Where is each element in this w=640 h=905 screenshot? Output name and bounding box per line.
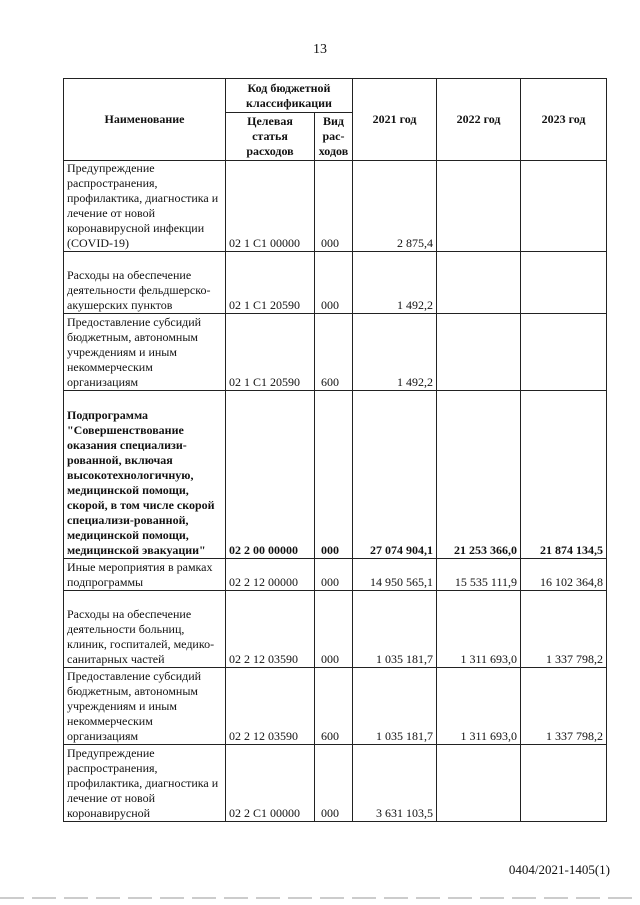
row-code: 02 2 12 03590	[226, 668, 315, 745]
document-number: 0404/2021-1405(1)	[508, 862, 610, 877]
row-2023	[521, 252, 607, 314]
row-2021: 27 074 904,1	[353, 391, 437, 559]
header-expense-kind: Вид рас-ходов	[315, 113, 353, 161]
header-2022: 2022 год	[437, 79, 521, 161]
budget-table	[63, 78, 607, 822]
table-row	[64, 745, 607, 822]
row-2023	[521, 745, 607, 822]
row-2022	[437, 745, 521, 822]
row-2022: 1 311 693,0	[437, 668, 521, 745]
row-2021: 14 950 565,1	[353, 559, 437, 591]
row-kind: 000	[315, 391, 353, 559]
row-name: Подпрограмма "Совершенствование оказания специализи-рованной, включая высокотехнологичную, медицинской помощи, скорой, в том числе скорой специализи-рованной, медицинской помощи, медицинской эвакуации"	[64, 391, 226, 559]
table-row	[64, 391, 607, 559]
row-2022: 21 253 366,0	[437, 391, 521, 559]
row-2023	[521, 314, 607, 391]
header-2021: 2021 год	[353, 79, 437, 161]
row-code: 02 2 00 00000	[226, 391, 315, 559]
row-code: 02 1 С1 20590	[226, 252, 315, 314]
scan-edge-artifact	[0, 897, 640, 899]
row-2023: 1 337 798,2	[521, 591, 607, 668]
row-kind: 600	[315, 314, 353, 391]
row-kind: 000	[315, 559, 353, 591]
header-name: Наименование	[64, 79, 226, 161]
row-code: 02 2 С1 00000	[226, 745, 315, 822]
header-target-article: Целевая статья расходов	[226, 113, 315, 161]
row-name: Предупреждение распространения, профилактика, диагностика и лечение от новой коронавирусной	[64, 745, 226, 822]
row-2022: 1 311 693,0	[437, 591, 521, 668]
row-name: Расходы на обеспечение деятельности фельдшерско-акушерских пунктов	[64, 252, 226, 314]
table-row	[64, 252, 607, 314]
row-kind: 000	[315, 161, 353, 252]
row-2021: 3 631 103,5	[353, 745, 437, 822]
row-2023: 16 102 364,8	[521, 559, 607, 591]
row-2022	[437, 252, 521, 314]
row-2021: 2 875,4	[353, 161, 437, 252]
row-2023	[521, 161, 607, 252]
row-2023: 1 337 798,2	[521, 668, 607, 745]
row-name: Расходы на обеспечение деятельности больниц, клиник, госпиталей, медико-санитарных частей	[64, 591, 226, 668]
row-name: Предупреждение распространения, профилактика, диагностика и лечение от новой коронавирусной инфекции (COVID-19)	[64, 161, 226, 252]
row-2022	[437, 161, 521, 252]
row-code: 02 2 12 00000	[226, 559, 315, 591]
row-kind: 000	[315, 745, 353, 822]
row-kind: 000	[315, 252, 353, 314]
table-row	[64, 314, 607, 391]
row-kind: 600	[315, 668, 353, 745]
row-kind: 000	[315, 591, 353, 668]
row-name: Предоставление субсидий бюджетным, автономным учреждениям и иным некоммерческим организациям	[64, 314, 226, 391]
table-row	[64, 668, 607, 745]
row-2022: 15 535 111,9	[437, 559, 521, 591]
header-2023: 2023 год	[521, 79, 607, 161]
row-2021: 1 492,2	[353, 252, 437, 314]
row-2023: 21 874 134,5	[521, 391, 607, 559]
row-code: 02 2 12 03590	[226, 591, 315, 668]
table-row	[64, 591, 607, 668]
table-row	[64, 161, 607, 252]
row-code: 02 1 С1 00000	[226, 161, 315, 252]
row-2021: 1 492,2	[353, 314, 437, 391]
page-number: 13	[313, 42, 327, 57]
row-name: Иные мероприятия в рамках подпрограммы	[64, 559, 226, 591]
row-name: Предоставление субсидий бюджетным, автономным учреждениям и иным некоммерческим организациям	[64, 668, 226, 745]
row-2021: 1 035 181,7	[353, 668, 437, 745]
row-2022	[437, 314, 521, 391]
row-2021: 1 035 181,7	[353, 591, 437, 668]
header-budget-code: Код бюджетной классификации	[226, 79, 353, 113]
row-code: 02 1 С1 20590	[226, 314, 315, 391]
table-row	[64, 559, 607, 591]
